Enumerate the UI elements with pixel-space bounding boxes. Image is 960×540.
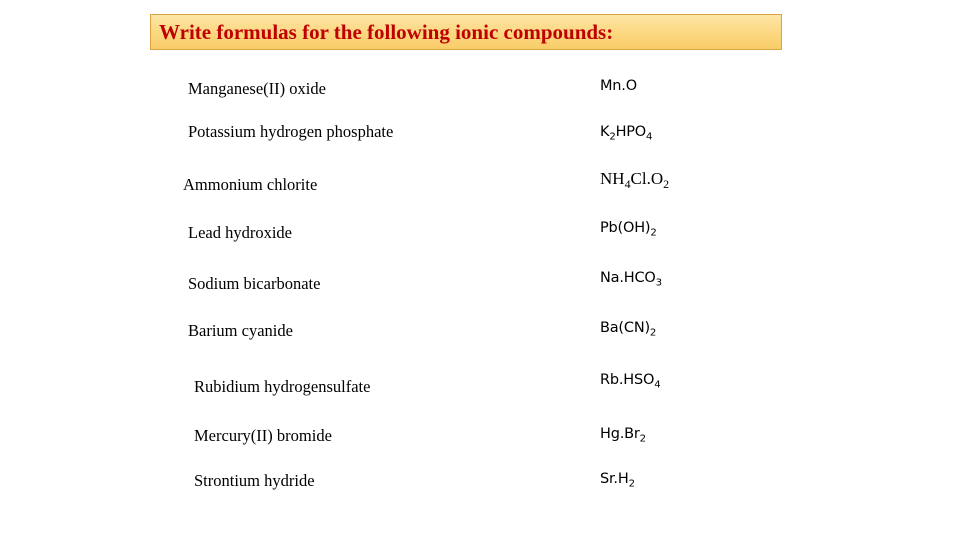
formula-subscript: 4: [624, 177, 631, 192]
formula-text: Mn.O: [600, 78, 637, 94]
formula-text: Pb(OH): [600, 220, 651, 236]
formula-lead-hydroxide: [600, 220, 657, 239]
compound-name-strontium-hydride: Strontium hydride: [194, 471, 315, 490]
compound-name-lead-hydroxide: Lead hydroxide: [188, 223, 293, 242]
page-title: Write formulas for the following ionic compounds:: [159, 20, 614, 44]
formula-text: Cl.O: [630, 169, 664, 188]
compound-name-ammonium-chlorite: Ammonium chlorite: [183, 175, 318, 194]
formula-mercury-ii-bromide: [600, 426, 646, 445]
compound-name-mercury-ii-bromide: Mercury(II) bromide: [194, 426, 332, 445]
formula-subscript: 2: [639, 433, 646, 445]
formula-subscript: 2: [663, 177, 670, 192]
formula-text: HPO: [615, 124, 647, 140]
formula-subscript: 2: [609, 131, 616, 143]
compound-name-manganese-ii-oxide: Manganese(II) oxide: [188, 79, 326, 98]
formula-text: Rb.HSO: [600, 372, 655, 388]
formula-text: Sr.H: [600, 471, 629, 487]
formula-ammonium-chlorite: [600, 169, 670, 192]
formula-manganese-ii-oxide: [600, 78, 637, 94]
formula-subscript: 2: [649, 327, 657, 339]
formula-text: NH: [600, 169, 625, 188]
formula-strontium-hydride: [600, 471, 635, 490]
formula-subscript: 3: [655, 277, 662, 289]
formula-subscript: 2: [628, 478, 635, 490]
formula-potassium-hydrogen-phosphate: [600, 124, 653, 143]
formula-text: Hg.Br: [600, 426, 640, 442]
title-box: [150, 14, 782, 50]
formula-text: Ba(CN): [600, 320, 650, 336]
formula-subscript: 4: [654, 379, 661, 391]
formula-subscript: 4: [646, 131, 653, 143]
formula-text: Na.HCO: [600, 270, 656, 286]
compound-name-rubidium-hydrogensulfate: Rubidium hydrogensulfate: [194, 377, 371, 396]
formula-rubidium-hydrogensulfate: [600, 372, 661, 391]
compound-name-sodium-bicarbonate: Sodium bicarbonate: [188, 274, 321, 293]
formula-barium-cyanide: [600, 320, 657, 339]
formula-text: K: [600, 124, 610, 140]
formula-subscript: 2: [650, 227, 657, 239]
formula-sodium-bicarbonate: [600, 270, 662, 289]
compound-name-potassium-hydrogen-phosphate: Potassium hydrogen phosphate: [188, 122, 394, 141]
compound-name-barium-cyanide: Barium cyanide: [188, 321, 293, 340]
